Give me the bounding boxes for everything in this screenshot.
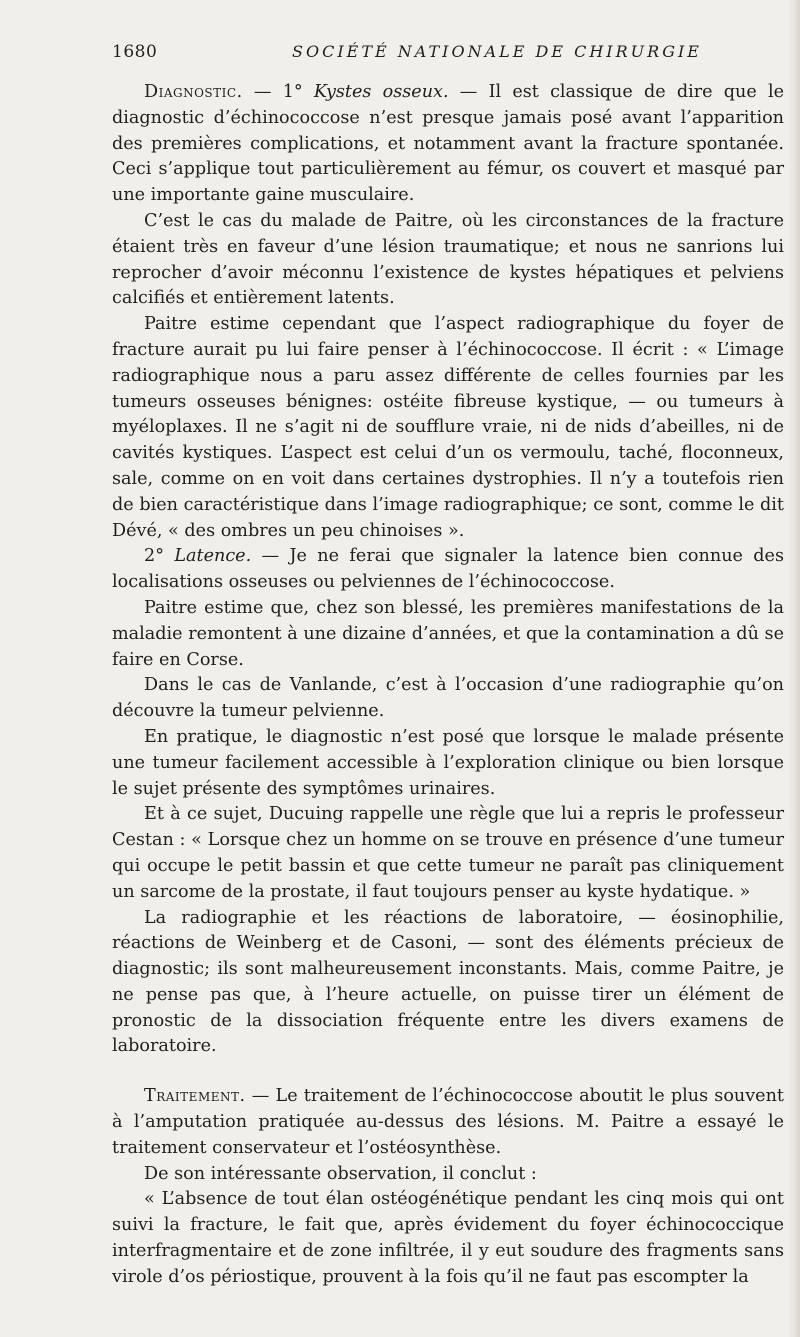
section-label-traitement: Traitement. bbox=[144, 1086, 246, 1107]
subsection-title-kystes-osseux: Kystes osseux. bbox=[313, 82, 449, 102]
paragraph-text: — Il est classique de dire que le diagnostic d’échinococcose n’est presque jamais posé avant l’apparition des premières complications, et notamment avant la fracture spontanée. Ceci s’applique tout particulièrement au fémur, os couvert et masqué par une importante gaine musculaire. bbox=[112, 82, 785, 206]
paragraph-diagnostic bbox=[112, 80, 784, 209]
paragraph-text: — Je ne ferai que signaler la latence bien connue des localisations osseuses ou pelviennes de l’échinococcose. bbox=[112, 546, 784, 593]
paragraph: « L’absence de tout élan ostéogénétique pendant les cinq mois qui ont suivi la fracture, le fait que, après évidement du foyer échinococcique interfragmentaire et de zone infiltrée, il y eut soudure des fragments sans virole d’os périostique, prouvent à la fois qu’il ne faut pas escompter la bbox=[112, 1189, 784, 1287]
item-number: 2° bbox=[144, 546, 175, 567]
subsection-title-latence: Latence. bbox=[174, 546, 252, 567]
paragraph-traitement bbox=[112, 1084, 784, 1161]
paragraph: La radiographie et les réactions de laboratoire, — éosinophilie, réactions de Weinberg et de Casoni, — sont des éléments précieux de diagnostic; ils sont malheureusement inconstants. Mais, comme Paitre, je ne pense pas que, à l’heure actuelle, on puisse tirer un élément de pronostic de la dissociation fréquente entre les divers examens de laboratoire. bbox=[112, 907, 784, 1057]
label-separator: — bbox=[245, 1086, 276, 1107]
paragraph: En pratique, le diagnostic n’est posé que lorsque le malade présente une tumeur facilement accessible à l’exploration clinique ou bien lorsque le sujet présente des symptômes urinaires. bbox=[112, 726, 784, 799]
paragraph: Et à ce sujet, Ducuing rappelle une règle que lui a repris le professeur Cestan : « Lorsque chez un homme on se trouve en présence d’une tumeur qui occupe le petit bassin et que cette tumeur ne paraît pas cliniquement un sarcome de la prostate, il faut toujours penser au kyste hydatique. » bbox=[112, 804, 784, 902]
page-header bbox=[112, 42, 784, 66]
section-label-diagnostic: Diagnostic. bbox=[144, 82, 243, 102]
label-separator: — bbox=[242, 82, 283, 102]
item-number: 1° bbox=[282, 82, 314, 102]
paragraph: Paitre estime que, chez son blessé, les premières manifestations de la maladie remontent à une dizaine d’années, et que la contamination a dû se faire en Corse. bbox=[112, 597, 784, 670]
page-edge-shadow bbox=[788, 0, 800, 1337]
body-text bbox=[112, 80, 784, 1291]
paragraph: De son intéressante observation, il conclut : bbox=[144, 1163, 537, 1184]
page-number: 1680 bbox=[112, 42, 158, 62]
paragraph: C’est le cas du malade de Paitre, où les circonstances de la fracture étaient très en faveur d’une lésion traumatique; et nous ne sanrions lui reprocher d’avoir méconnu l’existence de kystes hépatiques et pelviens calcifiés et entièrement latents. bbox=[112, 210, 784, 309]
paragraph: Paitre estime cependant que l’aspect radiographique du foyer de fracture aurait pu lui faire penser à l’échinococcose. Il écrit : « L’image radiographique nous a paru assez différente de celles fournies par les tumeurs osseuses bénignes: ostéite fibreuse kystique, — ou tumeurs à myéloplaxes. Il ne s’agit ni de soufflure vraie, ni de nids d’abeilles, ni de cavités kystiques. L’aspect est celui d’un os vermoulu, taché, floconneux, sale, comme on en voit dans certaines dystrophies. Il n’y a toutefois rien de bien caractéristique dans l’image radiographique; ce sont, comme le dit Dévé, « des ombres un peu chinoises ». bbox=[112, 314, 784, 541]
paragraph-text: Le traitement de l’échinococcose aboutit le plus souvent à l’amputation pratiquée au-dessus des lésions. M. Paitre a essayé le traitement conservateur et l’ostéosynthèse. bbox=[112, 1086, 784, 1158]
paragraph: Dans le cas de Vanlande, c’est à l’occasion d’une radiographie qu’on découvre la tumeur pelvienne. bbox=[112, 675, 784, 722]
paragraph-latence bbox=[112, 544, 784, 596]
running-title: SOCIÉTÉ NATIONALE DE CHIRURGIE bbox=[292, 42, 702, 61]
